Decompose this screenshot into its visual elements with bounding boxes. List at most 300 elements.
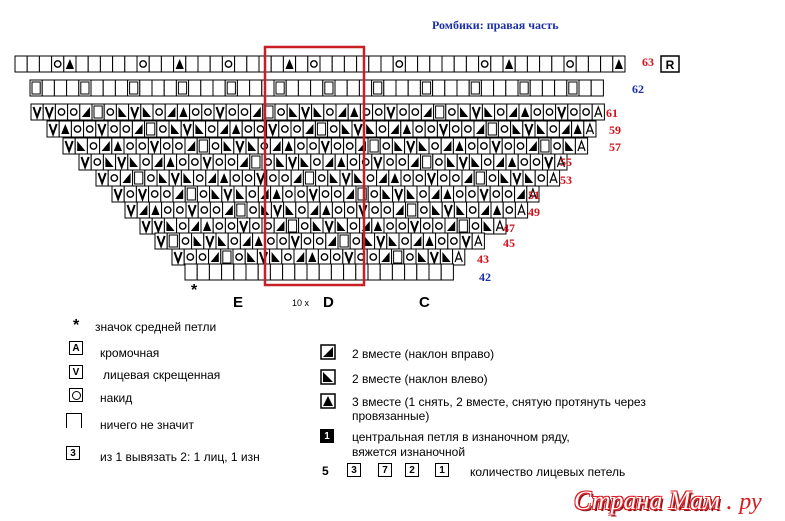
chart-cell bbox=[247, 56, 259, 72]
section-d-label: D bbox=[323, 294, 334, 311]
row-label-55: 55 bbox=[560, 155, 572, 169]
chart-cell bbox=[392, 264, 404, 280]
legend-center-stitch-text: значок средней петли bbox=[95, 320, 217, 334]
chart-cell bbox=[515, 186, 527, 202]
chart-cell bbox=[271, 56, 283, 72]
legend-count-2-symbol: 2 bbox=[409, 464, 415, 476]
chart-cell bbox=[222, 264, 234, 280]
legend-count-3-symbol: 3 bbox=[351, 464, 357, 476]
chart-cell bbox=[210, 202, 222, 218]
legend-edge-text: кромочная bbox=[100, 346, 160, 360]
chart-cell bbox=[413, 121, 425, 137]
chart-cell bbox=[335, 80, 347, 96]
chart-cell bbox=[250, 80, 262, 96]
chart-cell bbox=[222, 56, 234, 72]
chart-cell bbox=[275, 104, 287, 120]
chart-cell bbox=[145, 170, 157, 186]
chart-cell bbox=[331, 138, 343, 154]
chart-cell bbox=[279, 170, 291, 186]
chart-cell bbox=[307, 264, 319, 280]
chart-cell bbox=[108, 170, 120, 186]
chart-cell bbox=[284, 202, 296, 218]
chart-cell bbox=[301, 233, 313, 249]
chart-cell bbox=[222, 138, 234, 154]
chart-cell bbox=[347, 154, 359, 170]
chart-cell bbox=[530, 80, 542, 96]
chart-cell bbox=[466, 186, 478, 202]
chart-cell bbox=[433, 154, 445, 170]
chart-cell bbox=[242, 121, 254, 137]
chart-cell bbox=[164, 80, 176, 96]
chart-cell bbox=[174, 202, 186, 218]
chart-cell bbox=[202, 104, 214, 120]
chart-cell bbox=[157, 121, 169, 137]
chart-cell bbox=[332, 56, 344, 72]
chart-cell bbox=[262, 80, 274, 96]
chart-cell bbox=[213, 154, 225, 170]
chart-cell bbox=[429, 264, 441, 280]
row-label-53: 53 bbox=[560, 173, 572, 187]
legend-twisted-text: лицевая скрещенная bbox=[103, 368, 221, 382]
chart-cell bbox=[296, 56, 308, 72]
chart-cell bbox=[67, 80, 79, 96]
row-label-49: 49 bbox=[528, 205, 540, 219]
section-e-label: E bbox=[233, 294, 244, 311]
chart-cell bbox=[267, 170, 279, 186]
chart-cell bbox=[347, 80, 359, 96]
chart-cell bbox=[344, 138, 356, 154]
chart-cell bbox=[462, 121, 474, 137]
chart-cell bbox=[197, 264, 209, 280]
chart-cell bbox=[373, 104, 385, 120]
chart-cell bbox=[228, 233, 240, 249]
legend-count-2 bbox=[405, 463, 419, 477]
chart-cell bbox=[54, 80, 66, 96]
row-label-57: 57 bbox=[609, 140, 621, 154]
chart-cell bbox=[543, 104, 555, 120]
chart-cell bbox=[124, 138, 136, 154]
chart-cell bbox=[481, 80, 493, 96]
chart-cell bbox=[518, 154, 530, 170]
legend-central-symbol: 1 bbox=[324, 430, 330, 442]
chart-cell bbox=[405, 264, 417, 280]
chart-cell bbox=[250, 218, 262, 234]
row-label-42: 42 bbox=[479, 270, 491, 284]
legend-inc-text: из 1 вывязать 2: 1 лиц, 1 изн bbox=[100, 450, 260, 464]
chart-cell bbox=[345, 202, 357, 218]
chart-cell bbox=[283, 264, 295, 280]
chart-cell bbox=[201, 80, 213, 96]
chart-cell bbox=[506, 80, 518, 96]
chart-cell bbox=[52, 56, 64, 72]
chart-cell bbox=[409, 104, 421, 120]
chart-cell bbox=[226, 104, 238, 120]
chart-cell bbox=[350, 233, 362, 249]
chart-cell bbox=[467, 202, 479, 218]
chart-cell bbox=[531, 104, 543, 120]
chart-cell bbox=[210, 186, 222, 202]
chart-cell bbox=[161, 56, 173, 72]
chart-cell bbox=[216, 233, 228, 249]
chart-cell bbox=[234, 186, 246, 202]
chart-cell bbox=[71, 121, 83, 137]
chart-cell bbox=[235, 56, 247, 72]
chart-cell bbox=[442, 56, 454, 72]
chart-cell bbox=[282, 249, 294, 265]
chart-cell bbox=[381, 56, 393, 72]
chart-cell bbox=[84, 121, 96, 137]
chart-cell bbox=[418, 56, 430, 72]
chart-cell bbox=[450, 121, 462, 137]
chart-cell bbox=[568, 104, 580, 120]
chart-cell bbox=[551, 138, 563, 154]
chart-cell bbox=[318, 249, 330, 265]
legend-edge-icon bbox=[69, 341, 83, 355]
chart-cell bbox=[308, 56, 320, 72]
chart-cell bbox=[332, 186, 344, 202]
chart-cell bbox=[355, 249, 367, 265]
chart-cell bbox=[206, 170, 218, 186]
chart-cell bbox=[564, 56, 576, 72]
chart-cell bbox=[120, 121, 132, 137]
legend-count-1-symbol: 1 bbox=[439, 464, 445, 476]
chart-cell bbox=[445, 80, 457, 96]
legend-central-text: центральная петля в изнаночном ряду, вяжется изнаночной bbox=[352, 430, 570, 459]
chart-cell bbox=[213, 80, 225, 96]
chart-cell bbox=[311, 154, 323, 170]
chart-cell bbox=[140, 80, 152, 96]
chart-cell bbox=[319, 264, 331, 280]
chart-cell bbox=[233, 249, 245, 265]
chart-cell bbox=[295, 264, 307, 280]
chart-cell bbox=[194, 170, 206, 186]
row-label-45: 45 bbox=[503, 236, 515, 250]
chart-cell bbox=[335, 218, 347, 234]
chart-cell bbox=[499, 170, 511, 186]
chart-cell bbox=[299, 218, 311, 234]
chart-cell bbox=[225, 218, 237, 234]
chart-cell bbox=[380, 264, 392, 280]
legend-edge-symbol: A bbox=[72, 342, 80, 354]
chart-cell bbox=[161, 138, 173, 154]
chart-cell bbox=[408, 80, 420, 96]
chart-cell bbox=[369, 56, 381, 72]
chart-cell bbox=[357, 56, 369, 72]
chart-cell bbox=[291, 121, 303, 137]
chart-cell bbox=[87, 138, 99, 154]
chart-cell bbox=[367, 249, 379, 265]
chart-cell bbox=[466, 56, 478, 72]
legend-yarnover-text: накид bbox=[100, 391, 133, 405]
legend-k3tog-text: 3 вместе (1 снять, 2 вместе, снятую протянуть через провязанные) bbox=[352, 395, 646, 423]
chart-cell bbox=[324, 104, 336, 120]
legend-twisted-symbol: V bbox=[72, 366, 80, 378]
chart-cell bbox=[359, 80, 371, 96]
chart-cell bbox=[360, 104, 372, 120]
chart-cell bbox=[438, 170, 450, 186]
chart-cell bbox=[320, 56, 332, 72]
chart-cell bbox=[189, 154, 201, 170]
chart-cell bbox=[238, 104, 250, 120]
chart-cell bbox=[55, 104, 67, 120]
chart-cell bbox=[177, 218, 189, 234]
chart-cell bbox=[265, 233, 277, 249]
chart-cell bbox=[433, 80, 445, 96]
chart-cell bbox=[39, 56, 51, 72]
chart-cell bbox=[429, 138, 441, 154]
chart-cell bbox=[218, 121, 230, 137]
chart-cell bbox=[466, 138, 478, 154]
chart-cell bbox=[486, 170, 498, 186]
chart-cell bbox=[295, 138, 307, 154]
chart-cell bbox=[369, 202, 381, 218]
logo-text: Страна Мам bbox=[574, 486, 720, 515]
legend-count-7-symbol: 7 bbox=[382, 464, 388, 476]
chart-cell bbox=[197, 186, 209, 202]
legend-twisted-icon bbox=[69, 365, 83, 379]
legend-k2tog-left-text: 2 вместе (наклон влево) bbox=[352, 372, 488, 386]
legend-k2tog-right-icon bbox=[320, 344, 336, 360]
chart-cell bbox=[198, 56, 210, 72]
chart-cell bbox=[68, 104, 80, 120]
chart-cell bbox=[100, 56, 112, 72]
chart-cell bbox=[360, 154, 372, 170]
chart-cell bbox=[316, 170, 328, 186]
chart-cell bbox=[352, 170, 364, 186]
chart-cell bbox=[287, 104, 299, 120]
chart-cell bbox=[91, 154, 103, 170]
chart-cell bbox=[230, 170, 242, 186]
row-label-43: 43 bbox=[477, 252, 489, 266]
chart-cell bbox=[189, 80, 201, 96]
chart-cell bbox=[576, 56, 588, 72]
chart-cell bbox=[344, 56, 356, 72]
chart-cell bbox=[120, 170, 132, 186]
chart-cell bbox=[393, 56, 405, 72]
chart-cell bbox=[368, 264, 380, 280]
chart-cell bbox=[503, 202, 515, 218]
chart-cell bbox=[137, 202, 149, 218]
chart-cell bbox=[42, 80, 54, 96]
chart-cell bbox=[535, 170, 547, 186]
chart-title: Ромбики: правая часть bbox=[432, 18, 559, 32]
row-label-47: 47 bbox=[503, 221, 515, 235]
chart-cell bbox=[502, 138, 514, 154]
chart-cell bbox=[384, 154, 396, 170]
chart-cell bbox=[210, 56, 222, 72]
chart-cell bbox=[515, 56, 527, 72]
chart-cell bbox=[580, 104, 592, 120]
row-label-62: 62 bbox=[632, 82, 644, 96]
chart-cell bbox=[494, 80, 506, 96]
chart-cell bbox=[396, 154, 408, 170]
chart-cell bbox=[286, 80, 298, 96]
chart-cell bbox=[108, 121, 120, 137]
legend-inc-icon bbox=[66, 446, 80, 460]
chart-cell bbox=[124, 186, 136, 202]
chart-cell bbox=[173, 138, 185, 154]
legend-no-stitch-icon bbox=[66, 413, 82, 428]
chart-cell bbox=[179, 233, 191, 249]
site-logo bbox=[574, 486, 762, 516]
chart-cell bbox=[491, 56, 503, 72]
chart-cell bbox=[511, 121, 523, 137]
chart-cell bbox=[397, 104, 409, 120]
chart-cell bbox=[100, 138, 112, 154]
chart-cell bbox=[601, 56, 613, 72]
legend-count-1 bbox=[435, 463, 449, 477]
chart-cell bbox=[277, 233, 289, 249]
chart-cell bbox=[368, 186, 380, 202]
chart-cell bbox=[169, 121, 181, 137]
chart-cell bbox=[299, 154, 311, 170]
chart-cell bbox=[186, 56, 198, 72]
chart-cell bbox=[479, 56, 491, 72]
chart-cell bbox=[307, 138, 319, 154]
chart-cell bbox=[502, 186, 514, 202]
chart-cell bbox=[296, 202, 308, 218]
center-stitch-marker: * bbox=[191, 282, 198, 299]
chart-cell bbox=[312, 104, 324, 120]
chart-cell bbox=[198, 202, 210, 218]
chart-cell bbox=[331, 264, 343, 280]
chart-cell bbox=[469, 218, 481, 234]
chart-cell bbox=[242, 170, 254, 186]
chart-cell bbox=[270, 249, 282, 265]
chart-cell bbox=[162, 202, 174, 218]
chart-cell bbox=[448, 233, 460, 249]
chart-cell bbox=[384, 80, 396, 96]
legend-star-icon: * bbox=[73, 317, 80, 334]
chart-cell bbox=[152, 80, 164, 96]
chart-cell bbox=[433, 218, 445, 234]
chart-cell bbox=[555, 80, 567, 96]
chart-cell bbox=[417, 264, 429, 280]
chart-cell bbox=[103, 80, 115, 96]
chart-cell bbox=[319, 186, 331, 202]
chart-cell bbox=[153, 104, 165, 120]
chart-cell bbox=[421, 218, 433, 234]
chart-cell bbox=[88, 56, 100, 72]
chart-cell bbox=[91, 80, 103, 96]
chart-cell bbox=[527, 56, 539, 72]
chart-cell bbox=[396, 218, 408, 234]
chart-cell bbox=[152, 154, 164, 170]
chart-cell bbox=[498, 121, 510, 137]
chart-cell bbox=[441, 264, 453, 280]
chart-cell bbox=[165, 104, 177, 120]
chart-cell bbox=[579, 80, 591, 96]
chart-cell bbox=[344, 264, 356, 280]
legend-k2tog-left-icon bbox=[320, 369, 336, 385]
chart-cell bbox=[76, 56, 88, 72]
chart-cell bbox=[27, 56, 39, 72]
chart-cell bbox=[380, 138, 392, 154]
chart-cell bbox=[482, 154, 494, 170]
logo-ru: ру bbox=[739, 489, 762, 515]
chart-cell bbox=[530, 154, 542, 170]
chart-cell bbox=[418, 202, 430, 218]
chart-cell bbox=[149, 56, 161, 72]
chart-cell bbox=[588, 56, 600, 72]
chart-cell bbox=[482, 218, 494, 234]
chart-cell bbox=[399, 233, 411, 249]
chart-cell bbox=[189, 218, 201, 234]
chart-cell bbox=[490, 186, 502, 202]
chart-cell bbox=[246, 186, 258, 202]
row-label-63: 63 bbox=[642, 55, 654, 69]
chart-cell bbox=[209, 264, 221, 280]
chart-cell bbox=[237, 80, 249, 96]
chart-cell bbox=[177, 154, 189, 170]
chart-cell bbox=[113, 56, 125, 72]
chart-cell bbox=[425, 121, 437, 137]
chart-cell bbox=[295, 186, 307, 202]
chart-cell bbox=[396, 80, 408, 96]
chart-cell bbox=[364, 121, 376, 137]
row-label-61: 61 bbox=[606, 106, 618, 120]
chart-cell bbox=[149, 186, 161, 202]
chart-cell bbox=[478, 138, 490, 154]
legend-no-stitch-text: ничего не значит bbox=[100, 418, 195, 432]
chart-cell bbox=[157, 170, 169, 186]
chart-cell bbox=[184, 249, 196, 265]
legend-yarnover-icon bbox=[69, 388, 83, 402]
chart-cell bbox=[381, 202, 393, 218]
chart-cell bbox=[136, 138, 148, 154]
chart-cell bbox=[527, 138, 539, 154]
chart-cell bbox=[161, 186, 173, 202]
row-label-59: 59 bbox=[609, 123, 621, 137]
chart-cell bbox=[192, 233, 204, 249]
chart-cell bbox=[404, 249, 416, 265]
chart-cell bbox=[405, 56, 417, 72]
chart-cell bbox=[196, 249, 208, 265]
chart-cell bbox=[417, 186, 429, 202]
chart-cell bbox=[436, 233, 448, 249]
chart-cell bbox=[247, 202, 259, 218]
chart-cell bbox=[495, 104, 507, 120]
legend-count-3 bbox=[347, 463, 361, 477]
chart-cell bbox=[364, 170, 376, 186]
chart-cell bbox=[283, 186, 295, 202]
chart-cell bbox=[457, 80, 469, 96]
chart-cell bbox=[542, 80, 554, 96]
chart-cell bbox=[332, 202, 344, 218]
chart-cell bbox=[246, 264, 258, 280]
chart-cell bbox=[209, 138, 221, 154]
legend-inc-symbol: 3 bbox=[70, 447, 76, 459]
chart-cell bbox=[190, 104, 202, 120]
chart-cell bbox=[270, 264, 282, 280]
chart-cell bbox=[185, 264, 197, 280]
chart-cell bbox=[413, 170, 425, 186]
chart-cell bbox=[115, 80, 127, 96]
row-label-51: 51 bbox=[528, 188, 540, 202]
chart-cell bbox=[454, 186, 466, 202]
chart-cell bbox=[514, 138, 526, 154]
chart-cell bbox=[225, 154, 237, 170]
chart-cell bbox=[206, 121, 218, 137]
chart-cell bbox=[104, 104, 116, 120]
chart-cell bbox=[591, 80, 603, 96]
chart-cell bbox=[563, 138, 575, 154]
legend-k3tog-icon bbox=[320, 393, 336, 409]
section-c-label: C bbox=[419, 294, 430, 311]
chart-cell bbox=[376, 121, 388, 137]
yarnover-circle-icon bbox=[72, 391, 81, 400]
chart-cell bbox=[279, 121, 291, 137]
